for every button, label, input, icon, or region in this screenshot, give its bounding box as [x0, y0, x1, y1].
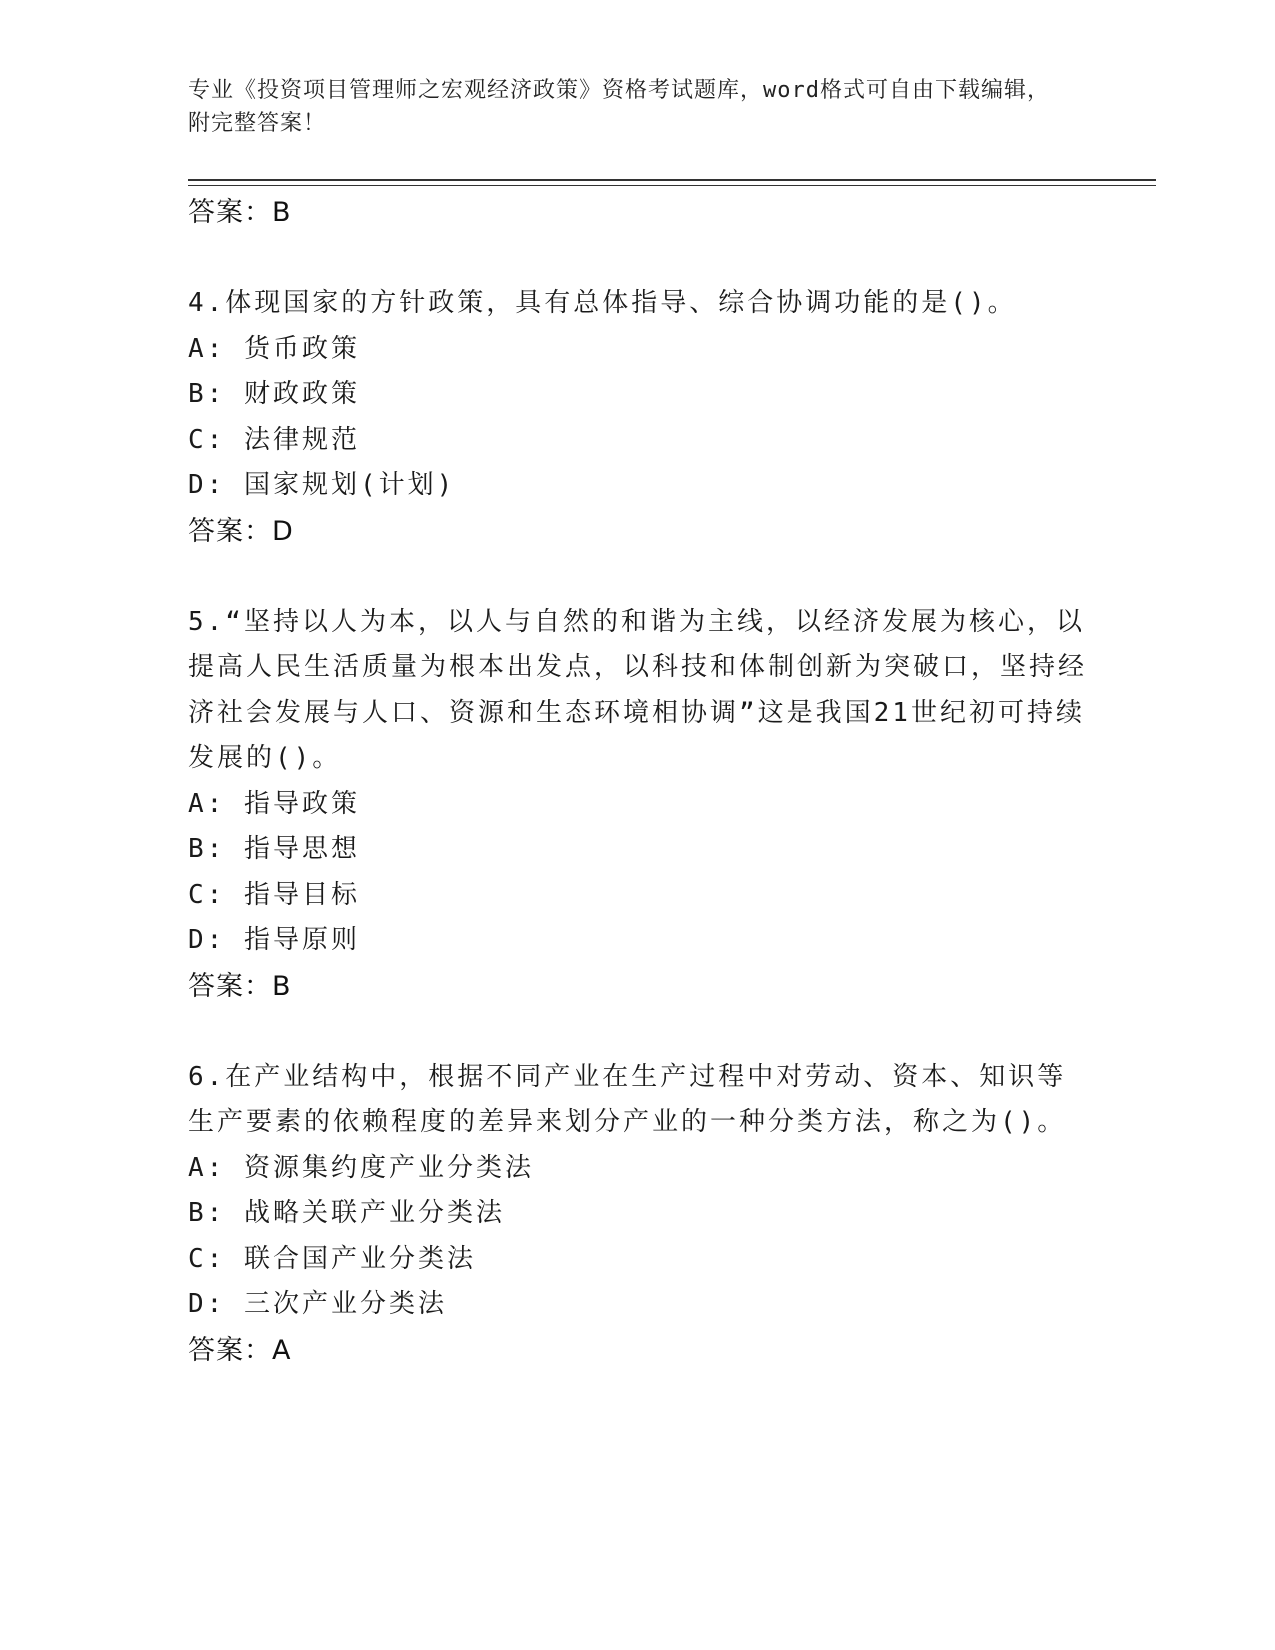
- option-b: B: 战略关联产业分类法: [188, 1198, 505, 1228]
- option-a: A: 指导政策: [188, 788, 360, 819]
- question-text: 5.“坚持以人为本，以人与自然的和谐为主线，以经济发展为核心，以提高人民生活质量为根本出发点，以科技和体制创新为突破口，坚持经济社会发展与人口、资源和生态环境相协调”这是我国21世纪初可持续发展的()。: [188, 606, 1088, 773]
- option-d: D: 三次产业分类法: [188, 1289, 447, 1319]
- option-a: A: 资源集约度产业分类法: [188, 1152, 534, 1183]
- document-header: 专业《投资项目管理师之宏观经济政策》资格考试题库，word格式可自由下载编辑，附完整答案！: [188, 78, 1050, 136]
- question-block-4: [188, 281, 1088, 555]
- question-block-6: [188, 1055, 1088, 1374]
- option-c: C: 法律规范: [188, 424, 360, 455]
- option-d: D: 国家规划(计划): [188, 470, 456, 500]
- option-d: D: 指导原则: [188, 925, 360, 955]
- option-a: A: 货币政策: [188, 333, 360, 364]
- answer-line: 答案：B: [188, 197, 292, 228]
- question-text: 6.在产业结构中，根据不同产业在生产过程中对劳动、资本、知识等生产要素的依赖程度的差异来划分产业的一种分类方法，称之为()。: [188, 1061, 1067, 1137]
- option-b: B: 指导思想: [188, 834, 360, 864]
- question-text: 4.体现国家的方针政策，具有总体指导、综合协调功能的是()。: [188, 288, 1017, 318]
- answer-line: 答案：D: [188, 515, 294, 547]
- answer-line: 答案：B: [188, 970, 292, 1002]
- question-list: [188, 190, 1088, 1374]
- option-c: C: 指导目标: [188, 879, 360, 910]
- option-c: C: 联合国产业分类法: [188, 1243, 476, 1274]
- header-divider: [188, 179, 1156, 186]
- question-block-5: [188, 600, 1088, 1010]
- answer-line: 答案：A: [188, 1334, 292, 1366]
- option-b: B: 财政政策: [188, 379, 360, 409]
